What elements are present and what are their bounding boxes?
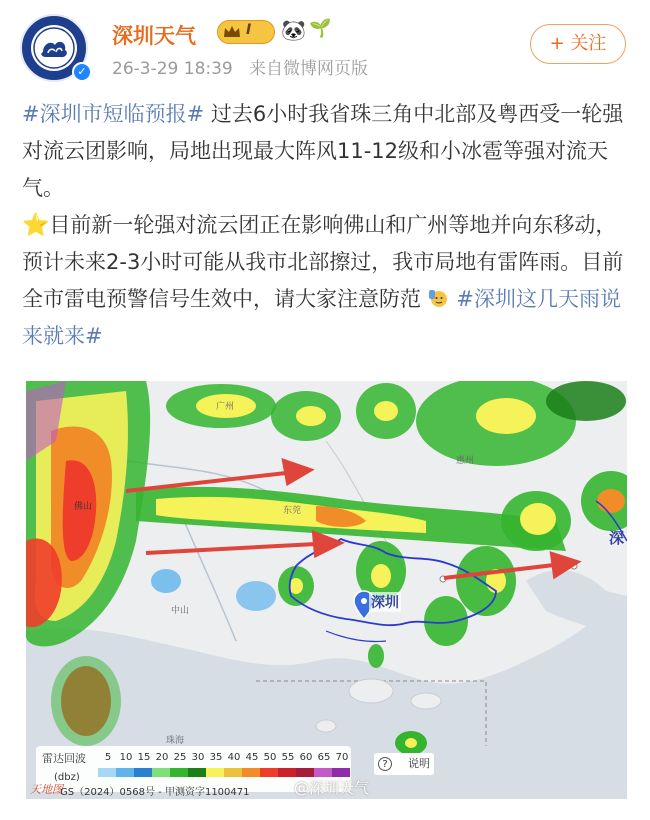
city-label-zhongshan: 中山 — [171, 606, 190, 616]
legend-value-label: 50 — [263, 752, 277, 763]
post-body — [22, 96, 632, 355]
legend-color-swatch — [296, 768, 314, 777]
crown-level-badge[interactable] — [217, 20, 275, 44]
crown-icon — [223, 25, 241, 39]
legend-value-label: 10 — [119, 752, 133, 763]
verified-check-icon: ✓ — [72, 62, 92, 82]
post-header — [20, 14, 630, 84]
city-label-huizhou: 惠州 — [456, 456, 475, 466]
legend-color-swatch — [332, 768, 350, 777]
legend-color-swatch — [170, 768, 188, 777]
post-paragraph-2 — [22, 207, 632, 355]
legend-value-label: 60 — [299, 752, 313, 763]
map-license-text: GS（2024）0568号 - 甲测资字1100471 — [60, 787, 250, 798]
post-meta — [112, 54, 368, 79]
legend-color-swatch — [134, 768, 152, 777]
legend-color-swatch — [206, 768, 224, 777]
post-text-1: 过去6小时我省珠三角中北部及粤西受一轮强对流云团影响，局地出现最大阵风11-12级和小冰雹等强对流天气。 — [22, 102, 624, 200]
city-label-guangzhou: 广州 — [216, 402, 235, 412]
salute-emoji-icon — [428, 287, 450, 309]
legend-unit: (dbz) — [54, 772, 80, 783]
help-label: 说明 — [408, 757, 430, 770]
legend-value-label: 35 — [209, 752, 223, 763]
legend-value-label: 15 — [137, 752, 151, 763]
city-label-foshan: 佛山 — [74, 502, 93, 512]
account-name[interactable]: 深圳天气 — [112, 24, 196, 48]
avatar-logo-icon — [31, 25, 77, 71]
panda-icon: 🐼 — [281, 18, 306, 42]
legend-color-swatch — [152, 768, 170, 777]
hashtag-shenzhen-rain[interactable]: #深圳这几天雨说来就来# — [22, 287, 621, 348]
follow-button[interactable]: + 关注 — [530, 24, 626, 64]
post-text-2: 目前新一轮强对流云团正在影响佛山和广州等地并向东移动，预计未来2-3小时可能从我市北部擦过，我市局地有雷阵雨。目前全市雷电预警信号生效中，请大家注意防范 — [22, 213, 624, 311]
legend-color-swatch — [260, 768, 278, 777]
legend-title: 雷达回波 — [42, 752, 86, 765]
help-button[interactable] — [374, 753, 434, 775]
post-paragraph-1 — [22, 96, 632, 207]
legend-color-swatch — [188, 768, 206, 777]
map-provider-logo: 天地图 — [30, 783, 63, 796]
level-badge-text: I — [246, 22, 252, 38]
radar-map-image[interactable] — [26, 381, 627, 799]
legend-color-swatch — [242, 768, 260, 777]
legend-value-label: 5 — [104, 752, 112, 763]
map-marker-label: 深圳 — [369, 592, 401, 612]
legend-color-swatch — [224, 768, 242, 777]
city-label-zhuhai: 珠海 — [166, 736, 185, 746]
legend-value-label: 20 — [155, 752, 169, 763]
legend-value-label: 40 — [227, 752, 241, 763]
legend-value-label: 65 — [317, 752, 331, 763]
radar-map-graphic — [26, 381, 627, 799]
legend-color-swatch — [278, 768, 296, 777]
star-icon: ⭐ — [22, 213, 50, 238]
sprout-icon: 🌱 — [309, 18, 332, 39]
city-label-dongguan: 东莞 — [283, 506, 302, 516]
legend-value-label: 30 — [191, 752, 205, 763]
legend-value-label: 45 — [245, 752, 259, 763]
map-edge-label: 深 — [609, 529, 625, 547]
legend-color-swatch — [98, 768, 116, 777]
weibo-watermark: @深圳天气 — [294, 779, 370, 797]
legend-value-label: 55 — [281, 752, 295, 763]
legend-color-swatch — [314, 768, 332, 777]
post-time[interactable]: 26-3-29 18:39 — [112, 59, 233, 79]
hashtag-short-forecast[interactable]: #深圳市短临预报# — [22, 102, 205, 126]
legend-value-label: 70 — [335, 752, 349, 763]
legend-value-label: 25 — [173, 752, 187, 763]
legend-color-swatch — [116, 768, 134, 777]
question-icon: ? — [378, 757, 392, 771]
post-source: 来自微博网页版 — [248, 59, 368, 79]
avatar[interactable] — [20, 14, 88, 82]
